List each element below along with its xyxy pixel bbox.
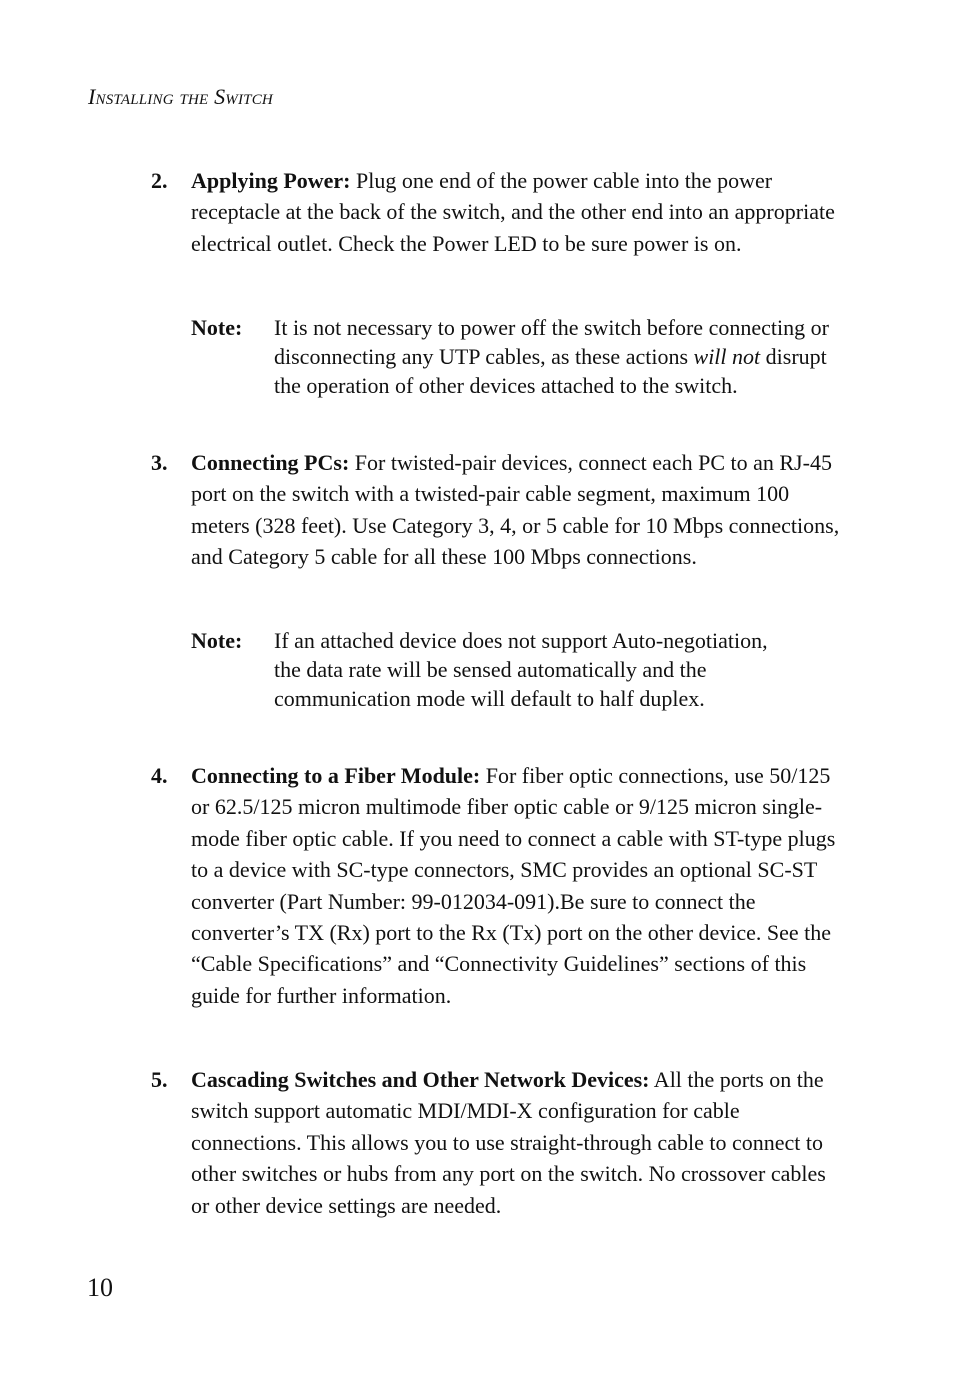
note-text	[274, 313, 839, 400]
step-lead: Connecting to a Fiber Module:	[191, 763, 481, 788]
step-text: For fiber optic connections, use 50/125 or 62.5/125 micron multimode fiber optic cable or 9/125 micron single-mode fiber optic cable. If you need to connect a cable with ST-type plugs to a device with SC-type connectors, SMC provides an optional SC-ST converter (Part Number: 99-012034-091).Be sure to connect the converter’s TX (Rx) port to the Rx (Tx) port on the other device. See the “Cable Specifications” and “Connectivity Guidelines” sections of this guide for further information.	[191, 763, 836, 1008]
step-body	[191, 760, 846, 1011]
step-text: All the ports on the switch support automatic MDI/MDI-X configuration for cable connections. This allows you to use straight-through cable to connect to other switches or hubs from any port on the switch. No crossover cables or other device settings are needed.	[191, 1067, 826, 1218]
step-number: 3.	[151, 450, 168, 475]
step-cascading-switches	[151, 1064, 851, 1221]
step-fiber-module	[151, 760, 851, 1011]
step-text: For twisted-pair devices, connect each PC to an RJ-45 port on the switch with a twisted-pair cable segment, maximum 100 meters (328 feet). Use Category 3, 4, or 5 cable for 10 Mbps connections, and Category 5 cable for all these 100 Mbps connections.	[191, 450, 840, 570]
note-text-before: It is not necessary to power off the switch before connecting or disconnecting any UTP cables, as these actions	[274, 315, 829, 369]
step-lead: Cascading Switches and Other Network Devices:	[191, 1067, 650, 1092]
step-body	[191, 165, 841, 259]
note-power	[191, 313, 851, 400]
note-emphasis: will not	[693, 344, 761, 369]
step-applying-power	[151, 165, 851, 259]
step-text: Plug one end of the power cable into the power receptacle at the back of the switch, and the other end into an appropriate electrical outlet. Check the Power LED to be sure power is on.	[191, 168, 835, 256]
step-number: 5.	[151, 1067, 168, 1092]
step-lead: Connecting PCs:	[191, 450, 350, 475]
step-connecting-pcs	[151, 447, 851, 573]
step-lead: Applying Power:	[191, 168, 351, 193]
page-number: 10	[87, 1273, 113, 1302]
note-text: If an attached device does not support Auto-negotiation, the data rate will be sensed automatically and the communication mode will default to half duplex.	[274, 628, 768, 711]
step-number: 2.	[151, 168, 168, 193]
note-text-after: disrupt the operation of other devices attached to the switch.	[274, 344, 827, 398]
step-number: 4.	[151, 763, 168, 788]
running-head: Installing the Switch	[88, 84, 273, 109]
step-body	[191, 1064, 831, 1221]
note-autonegotiation	[191, 626, 851, 713]
step-body	[191, 447, 846, 573]
note-label: Note:	[191, 628, 243, 653]
note-label: Note:	[191, 315, 243, 340]
